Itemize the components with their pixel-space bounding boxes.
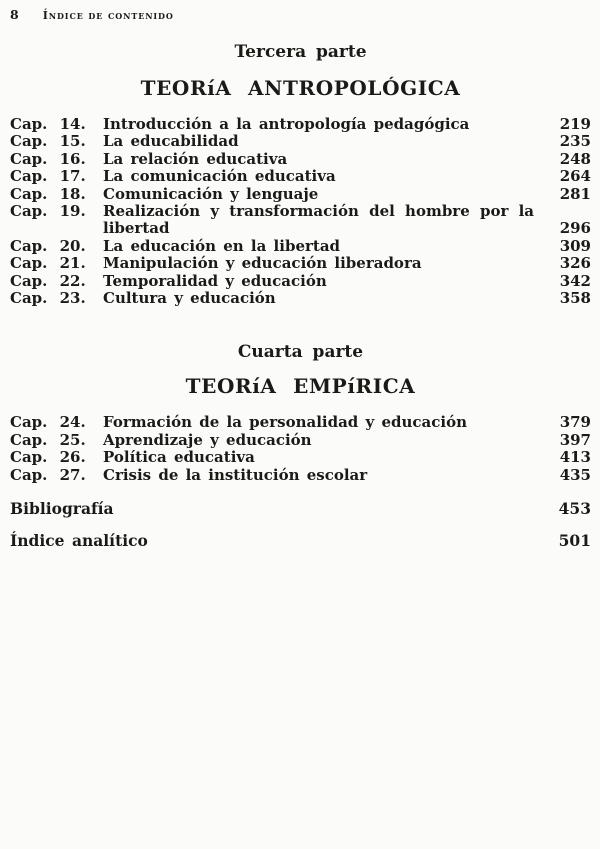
toc-entry bbox=[10, 151, 591, 168]
chapter-label: Cap. 18. bbox=[10, 184, 86, 203]
chapter-page: 296 bbox=[559, 219, 591, 238]
back-matter-bibliografia bbox=[10, 500, 591, 517]
chapter-label: Cap. 20. bbox=[10, 236, 86, 255]
toc-entry bbox=[10, 168, 591, 185]
page-number: 8 bbox=[10, 7, 19, 22]
chapter-label: Cap. 26. bbox=[10, 448, 86, 467]
part-label-tercera: Tercera parte bbox=[234, 42, 367, 62]
chapter-title: Aprendizaje y educación bbox=[103, 430, 312, 449]
chapter-title bbox=[103, 203, 552, 238]
toc-list-cuarta-parte bbox=[10, 414, 591, 484]
chapter-title-line1: Realización y transformación del hombre por la bbox=[103, 202, 535, 221]
part-label-cuarta: Cuarta parte bbox=[237, 342, 364, 363]
back-matter-title: Bibliografía bbox=[10, 499, 114, 519]
chapter-page: 326 bbox=[559, 254, 591, 273]
chapter-label: Cap. 24. bbox=[10, 413, 86, 432]
toc-list-tercera-parte bbox=[10, 116, 591, 307]
chapter-title: La educabilidad bbox=[103, 132, 239, 151]
chapter-page: 379 bbox=[559, 413, 591, 432]
chapter-title: Cultura y educación bbox=[103, 289, 276, 308]
chapter-label: Cap. 15. bbox=[10, 132, 86, 151]
chapter-label: Cap. 27. bbox=[10, 465, 86, 484]
chapter-label: Cap. 22. bbox=[10, 271, 86, 290]
chapter-title: Crisis de la institución escolar bbox=[103, 465, 368, 484]
toc-entry bbox=[10, 116, 591, 133]
chapter-title: Política educativa bbox=[103, 448, 255, 467]
chapter-page: 342 bbox=[559, 271, 591, 290]
toc-entry bbox=[10, 273, 591, 290]
chapter-title: Formación de la personalidad y educación bbox=[103, 413, 467, 432]
chapter-label: Cap. 17. bbox=[10, 167, 86, 186]
chapter-label: Cap. 25. bbox=[10, 430, 86, 449]
chapter-page: 264 bbox=[559, 167, 591, 186]
toc-entry bbox=[10, 186, 591, 203]
running-head bbox=[10, 8, 591, 23]
back-matter-page: 453 bbox=[558, 499, 591, 519]
toc-entry bbox=[10, 467, 591, 484]
back-matter-title: Índice analítico bbox=[10, 530, 148, 550]
chapter-page: 358 bbox=[559, 289, 591, 308]
toc-entry bbox=[10, 432, 591, 449]
chapter-page: 309 bbox=[559, 236, 591, 255]
chapter-label: Cap. 21. bbox=[10, 254, 86, 273]
chapter-page: 413 bbox=[559, 448, 591, 467]
chapter-label: Cap. 14. bbox=[10, 115, 86, 133]
toc-entry bbox=[10, 255, 591, 272]
chapter-title: La relación educativa bbox=[103, 149, 288, 168]
running-title: Índice de contenido bbox=[42, 9, 174, 22]
chapter-page: 281 bbox=[559, 184, 591, 203]
toc-entry bbox=[10, 449, 591, 466]
chapter-title-line2: libertad bbox=[103, 219, 170, 238]
chapter-title: Introducción a la antropología pedagógica bbox=[103, 115, 470, 133]
part-title-teoria-antropologica: TEORíA ANTROPOLÓGICA bbox=[140, 76, 461, 100]
chapter-title: Comunicación y lenguaje bbox=[103, 184, 319, 203]
chapter-title: La educación en la libertad bbox=[103, 236, 341, 255]
toc-entry bbox=[10, 203, 591, 238]
chapter-title: Temporalidad y educación bbox=[103, 271, 327, 290]
chapter-page: 397 bbox=[559, 430, 591, 449]
toc-entry bbox=[10, 290, 591, 307]
chapter-page: 248 bbox=[559, 149, 591, 168]
chapter-label: Cap. 16. bbox=[10, 149, 86, 168]
toc-entry bbox=[10, 414, 591, 431]
part-title-teoria-empirica: TEORíA EMPíRICA bbox=[185, 374, 416, 399]
chapter-page: 435 bbox=[559, 465, 591, 484]
back-matter-indice-analitico bbox=[10, 532, 591, 549]
chapter-page: 235 bbox=[559, 132, 591, 151]
back-matter-page: 501 bbox=[558, 530, 591, 550]
chapter-page: 219 bbox=[559, 115, 591, 133]
toc-entry bbox=[10, 133, 591, 150]
chapter-label: Cap. 23. bbox=[10, 289, 86, 308]
chapter-title: La comunicación educativa bbox=[103, 167, 336, 186]
chapter-title: Manipulación y educación liberadora bbox=[103, 254, 422, 273]
chapter-label: Cap. 19. bbox=[10, 202, 86, 221]
toc-entry bbox=[10, 238, 591, 255]
